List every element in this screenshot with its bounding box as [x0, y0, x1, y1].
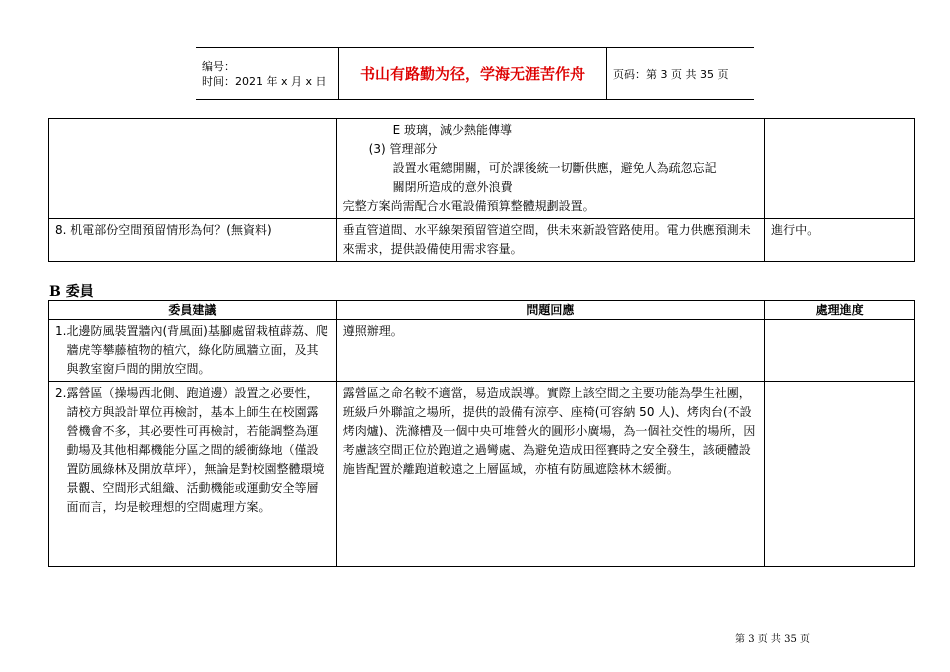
answer-line: 完整方案尚需配合水電設備預算整體規劃設置。: [342, 199, 595, 213]
table-row: [49, 119, 915, 219]
answer-line: (3) 管理部分: [368, 142, 438, 156]
suggestion-cell: [49, 382, 337, 567]
column-header: 委員建議: [49, 301, 337, 320]
header-meta: [196, 48, 339, 100]
table-header-row: [49, 301, 915, 320]
progress-cell: 進行中。: [765, 219, 915, 262]
page-header: [196, 47, 754, 100]
question-cell: 8. 机電部份空間預留情形為何？(無資料): [49, 219, 337, 262]
progress-cell: [765, 320, 915, 382]
response-cell: 遵照辦理。: [336, 320, 764, 382]
table-row: [49, 382, 915, 567]
item-number: 1.: [55, 324, 67, 338]
progress-cell: [765, 382, 915, 567]
answer-line: 設置水電總開關，可於課後統一切斷供應，避免人為疏忽忘記: [392, 161, 717, 175]
column-header: 問題回應: [336, 301, 764, 320]
column-header: 處理進度: [765, 301, 915, 320]
time-label: 时间：2021 年 x 月 x 日: [202, 74, 327, 88]
table-row: [49, 320, 915, 382]
page-label: 页码：第 3 页 共 35 页: [607, 48, 755, 100]
response-cell: 露營區之命名較不適當，易造成誤導。實際上該空間之主要功能為學生社團，班級戶外聯誼之場所，提供的設備有涼亭、座椅(可容納 50 人)、烤肉台(不設烤肉爐)、洗滌槽及一個中央可堆營火的圓形小廣場，為一個社交性的場所，因考慮該空間正位於跑道之過彎處、為避免造成田徑賽時之安全發生，該硬體設施皆配置於離跑道較遠之上層區域，亦植有防風遮陰林木緩衝。: [336, 382, 764, 567]
table-row: [49, 219, 915, 262]
suggestion-text: 露營區（操場西北側、跑道邊）設置之必要性，請校方與設計單位再檢討，基本上師生在校園露營機會不多，其必要性可再檢討，若能調整為運動場及其他相鄰機能分區之間的緩衝綠地（僅設置防風綠林及開放草坪），無論是對校園整體環境景觀、空間形式組織、活動機能或運動安全等層面而言，均是較理想的空間處理方案。: [66, 386, 325, 514]
page-footer: 第 3 页 共 35 页: [735, 634, 810, 645]
suggestion-text: 北邊防風裝置牆內(背風面)基腳處留栽植薜荔、爬牆虎等攀藤植物的植穴，綠化防風牆立面，及其與教室窗戶間的開放空間。: [66, 324, 328, 376]
section-title: B 委員: [49, 284, 94, 300]
answer-line: 關閉所造成的意外浪費: [392, 180, 513, 194]
suggestion-cell: [49, 320, 337, 382]
committee-table: [48, 300, 915, 567]
answer-line: E 玻璃，減少熱能傳導: [392, 123, 513, 137]
facilities-table: [48, 118, 915, 262]
header-motto: 书山有路勤为径，学海无涯苦作舟: [339, 48, 607, 100]
answer-cell: 垂直管道間、水平線架預留管道空間，供未來新設管路使用。電力供應預測未來需求，提供設備使用需求容量。: [336, 219, 765, 262]
item-number: 2.: [55, 386, 67, 400]
number-label: 编号：: [202, 59, 235, 73]
answer-cell: [336, 119, 765, 219]
